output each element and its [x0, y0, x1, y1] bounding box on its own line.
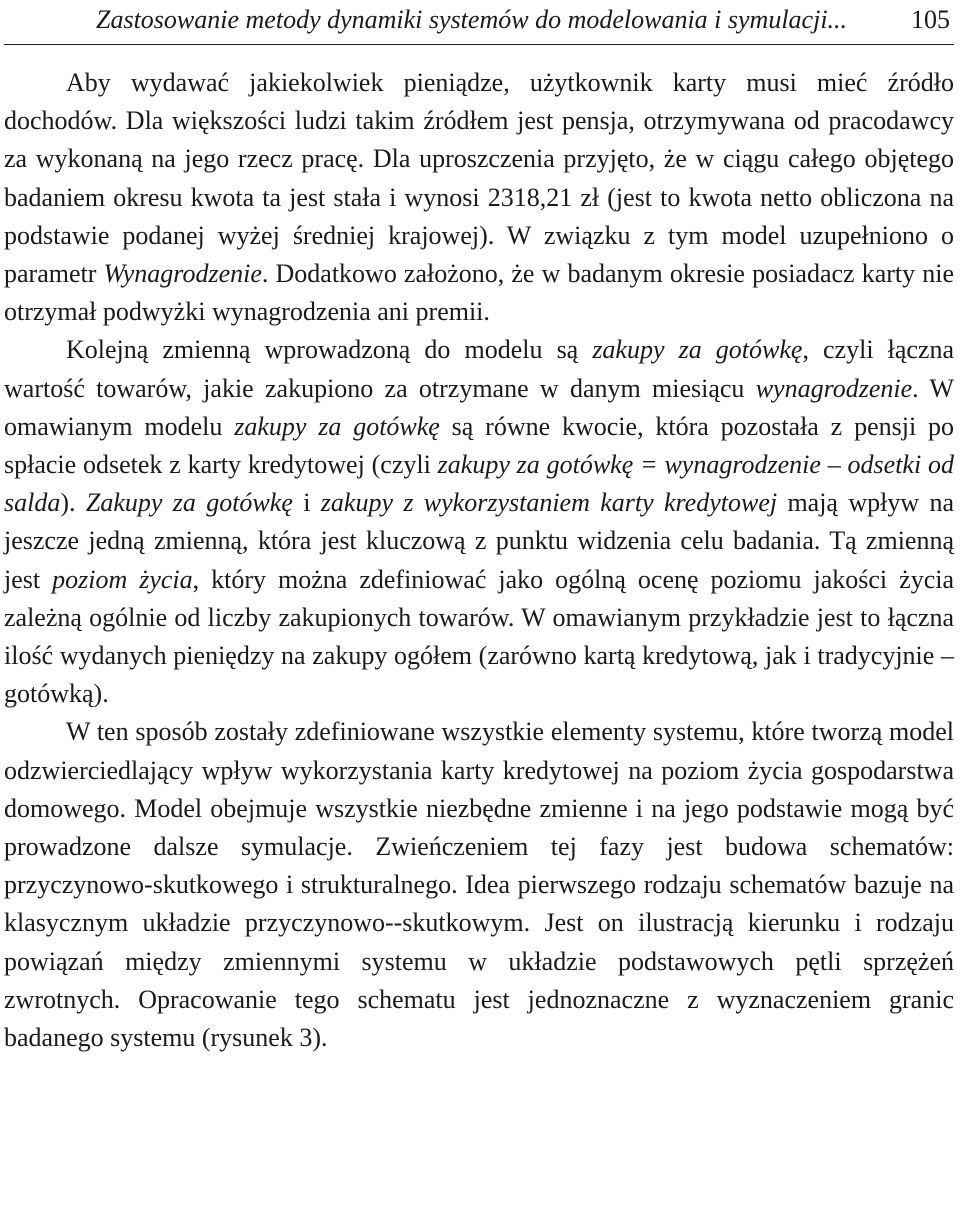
text-run: Kolejną zmienną wprowadzoną do modelu są [66, 335, 593, 365]
italic-term: Zakupy za gotówkę [85, 488, 293, 518]
text-run: i [292, 488, 321, 518]
text-run: są równe kwocie, która pozostała z pensji po spłacie odsetek z karty kredytowej (czyli [4, 411, 955, 480]
text-run: mają wpływ na jeszcze jedną zmienną, która jest kluczową z punktu widzenia celu badania. Tą zmienną jest [4, 488, 954, 594]
body-text [4, 64, 954, 1057]
paragraph-model-summary [4, 713, 954, 1057]
text-run: Aby wydawać jakiekolwiek pieniądze, użytkownik karty musi mieć źródło dochodów. Dla większości ludzi takim źródłem jest pensja, otrzymywana od pracodawcy za wykonaną na jego rzecz pracę. Dla uproszczenia przyjęto, że w ciągu całego objętego badaniem okresu kwota ta jest stała i wynosi 2318,21 zł (jest to kwota netto obliczona na podstawie podanej wyżej średniej krajowej). W związku z tym model uzupełniono o parametr [4, 68, 954, 289]
italic-term: zakupy z wykorzystaniem karty kredytowej [320, 488, 778, 518]
italic-term: wynagrodzenie [755, 373, 913, 403]
text-run: . Dodatkowo założono, że w badanym okresie posiadacz karty nie otrzymał podwyżki wynagrodzenia ani premii. [4, 259, 954, 327]
italic-term: Wynagrodzenie [103, 259, 262, 289]
text-run: , czyli łączna wartość towarów, jakie zakupiono za otrzymane w danym miesiącu [4, 335, 954, 403]
text-run: W ten sposób zostały zdefiniowane wszystkie elementy systemu, które tworzą model odzwierciedlający wpływ wykorzystania karty kredytowej na poziom życia gospodarstwa domowego. Model obejmuje wszystkie niezbędne zmienne i na jego podstawie mogą być prowadzone dalsze symulacje. Zwieńczeniem tej fazy jest budowa schematów: przyczynowo-skutkowego i strukturalnego. Idea pierwszego rodzaju schematów bazuje na klasycznym układzie przyczynowo-​-skutkowym. Jest on ilustracją kierunku i rodzaju powiązań między zmiennymi systemu w układzie podstawowych pętli sprzężeń zwrotnych. Opracowanie tego schematu jest jednoznaczne z wyznaczeniem granic badanego systemu (rysunek 3). [4, 717, 954, 1053]
running-title: Zastosowanie metody dynamiki systemów do modelowania i symulacji... [96, 5, 848, 34]
italic-term: zakupy za gotówkę [592, 335, 803, 365]
paragraph-salary [4, 64, 954, 331]
italic-term: poziom życia [52, 564, 193, 594]
italic-term: zakupy za gotówkę = wynagrodzenie – odsetki od salda [4, 450, 955, 518]
text-run: , który można zdefiniować jako ogólną ocenę poziomu jakości życia zależną ogólnie od liczby zakupionych towarów. W omawianym przykładzie jest to łączna ilość wydanych pieniędzy na zakupy ogółem (zarówno kartą kredytową, jak i tradycyjnie – gotówką). [4, 564, 954, 709]
text-run: ). [60, 488, 86, 518]
paragraph-cash-purchases [4, 331, 954, 713]
text-run: . W omawianym modelu [4, 373, 954, 441]
document-page [4, 0, 955, 1053]
running-header [4, 0, 954, 45]
italic-term: zakupy za gotówkę [234, 411, 440, 441]
page-number: 105 [911, 5, 950, 34]
